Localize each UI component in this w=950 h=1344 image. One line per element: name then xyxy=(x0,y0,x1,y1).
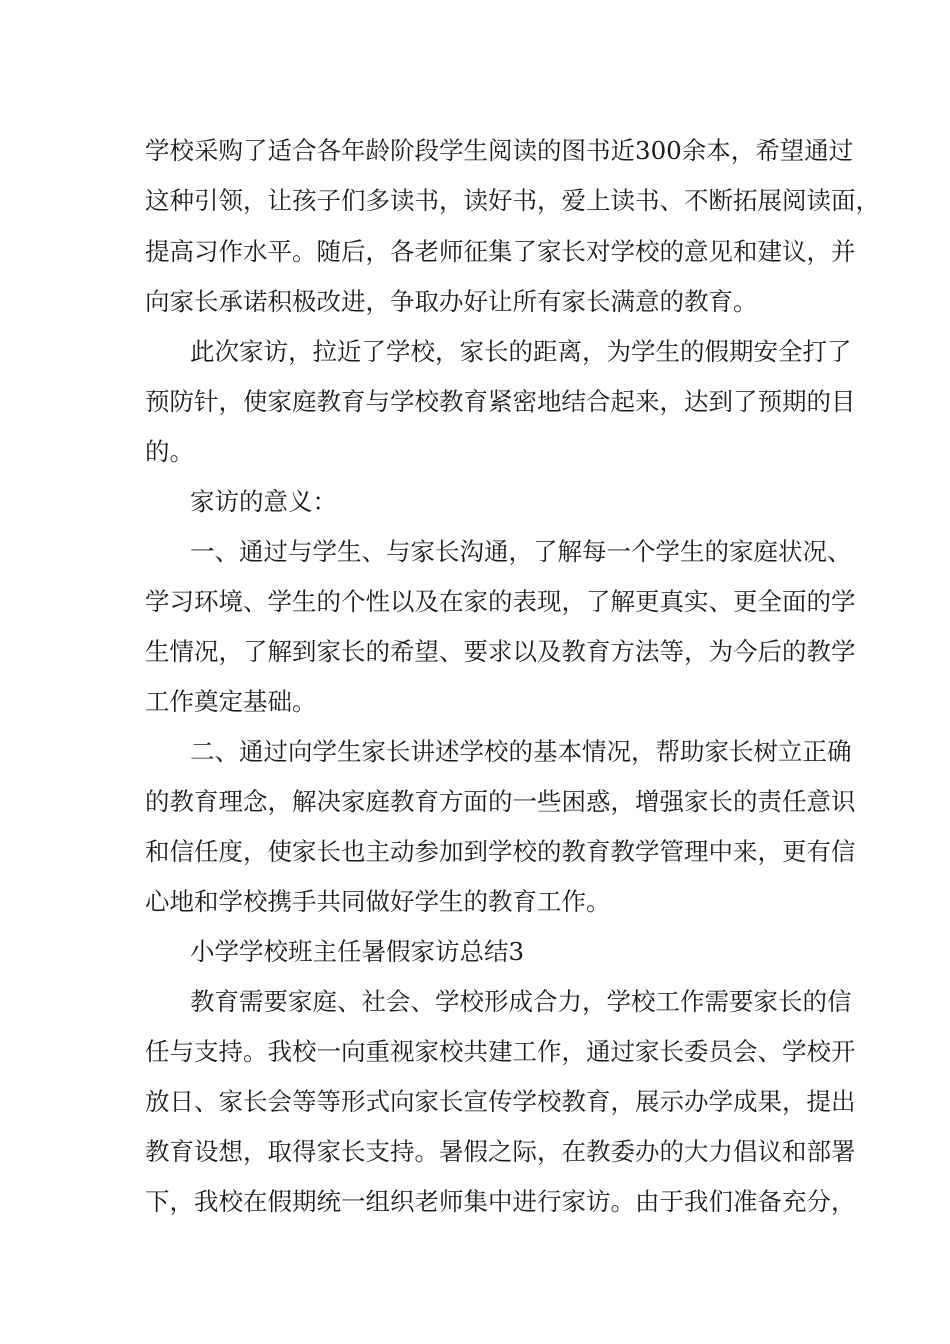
paragraph-first-line: 教育需要家庭、社会、学校形成合力，学校工作需要家长的信 xyxy=(190,987,852,1016)
text-line: 工作奠定基础。 xyxy=(145,687,317,716)
text-line: 任与支持。我校一向重视家校共建工作，通过家长委员会、学校开 xyxy=(145,1037,856,1066)
text-line: 的教育理念，解决家庭教育方面的一些困惑，增强家长的责任意识 xyxy=(145,787,856,816)
paragraph-first-line: 此次家访，拉近了学校，家长的距离，为学生的假期安全打了 xyxy=(190,337,852,366)
text-line: 提高习作水平。随后，各老师征集了家长对学校的意见和建议，并 xyxy=(145,237,856,266)
paragraph-first-line: 一、通过与学生、与家长沟通，了解每一个学生的家庭状况、 xyxy=(190,537,852,566)
paragraph-first-line: 二、通过向学生家长讲述学校的基本情况，帮助家长树立正确 xyxy=(190,737,852,766)
text-line: 学习环境、学生的个性以及在家的表现，了解更真实、更全面的学 xyxy=(145,587,856,616)
text-line: 放日、家长会等等形式向家长宣传学校教育，展示办学成果，提出 xyxy=(145,1087,856,1116)
text-line: 这种引领，让孩子们多读书，读好书，爱上读书、不断拓展阅读面， xyxy=(145,186,880,215)
text-line: 教育设想，取得家长支持。暑假之际，在教委办的大力倡议和部署 xyxy=(145,1137,856,1166)
text-line: 生情况，了解到家长的希望、要求以及教育方法等，为今后的教学 xyxy=(145,637,856,666)
section-heading: 家访的意义： xyxy=(190,487,337,516)
text-line: 预防针，使家庭教育与学校教育紧密地结合起来，达到了预期的目 xyxy=(145,387,856,416)
text-line: 向家长承诺积极改进，争取办好让所有家长满意的教育。 xyxy=(145,287,758,316)
text-line: 和信任度，使家长也主动参加到学校的教育教学管理中来，更有信 xyxy=(145,837,856,866)
text-line: 下，我校在假期统一组织老师集中进行家访。由于我们准备充分， xyxy=(145,1187,856,1216)
text-line: 学校采购了适合各年龄阶段学生阅读的图书近300余本，希望通过 xyxy=(145,136,854,165)
text-line: 的。 xyxy=(145,437,194,466)
section-title: 小学学校班主任暑假家访总结3 xyxy=(190,937,525,966)
text-line: 心地和学校携手共同做好学生的教育工作。 xyxy=(145,887,611,916)
